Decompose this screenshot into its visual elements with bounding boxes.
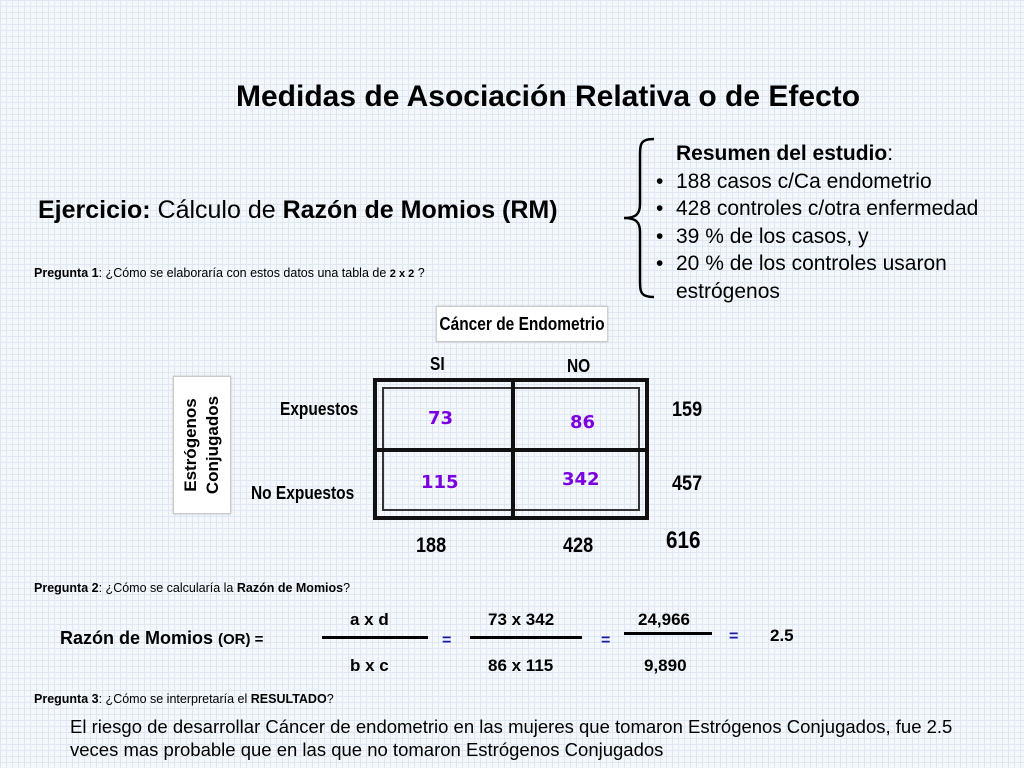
question-3: Pregunta 3: ¿Cómo se interpretaría el RESULTADO? [34, 692, 334, 706]
column-total-si: 188 [416, 534, 447, 557]
summary-item: • 20 % de los controles usaron estrógenos [652, 250, 976, 305]
question-2: Pregunta 2: ¿Cómo se calcularía la Razón de Momios? [34, 581, 351, 595]
equals-sign: = [601, 632, 611, 649]
cell-a: 73 [428, 408, 454, 429]
fraction-bar [470, 636, 582, 639]
summary-item: • 428 controles c/otra enfermedad [652, 195, 978, 223]
outcome-label: Cáncer de Endometrio [439, 313, 605, 334]
exposure-label-box [173, 376, 231, 514]
column-total-no: 428 [563, 534, 594, 557]
formula-numerator-product: 24,966 [638, 610, 690, 629]
grand-total: 616 [666, 527, 701, 554]
row-total-exposed: 159 [672, 398, 703, 421]
formula-denominator-values: 86 x 115 [488, 656, 554, 675]
conclusion-text: El riesgo de desarrollar Cáncer de endometrio en las mujeres que tomaron Estrógenos Conjugados, fue 2.5 veces mas probable que en las que no tomaron Estrógenos Conjugados [70, 716, 953, 760]
equals-sign: = [442, 632, 452, 649]
two-by-two-table [373, 378, 649, 520]
exercise-prefix: Ejercicio: [38, 196, 151, 224]
cell-d: 342 [562, 469, 600, 490]
fraction-bar [624, 632, 712, 635]
cell-b: 86 [570, 412, 596, 433]
row-label-exposed: Expuestos [280, 399, 359, 419]
fraction-bar [322, 636, 428, 639]
summary-heading: Resumen del estudio: [676, 142, 894, 165]
cell-c: 115 [421, 472, 459, 493]
exercise-text-b: Razón de Momios (RM) [282, 196, 558, 224]
row-total-not-exposed: 457 [672, 472, 703, 495]
exposure-label: Estrógenos Conjugados [181, 395, 222, 495]
outcome-label-box [436, 306, 608, 342]
equals-sign: = [729, 628, 739, 645]
formula-denominator-symbolic: b x c [350, 656, 389, 675]
row-label-not-exposed: No Expuestos [251, 483, 355, 503]
odds-ratio-label: Razón de Momios (OR) = [60, 628, 264, 648]
odds-ratio-result: 2.5 [770, 626, 794, 645]
exercise-heading [38, 196, 558, 225]
column-header-no: NO [567, 356, 591, 376]
formula-denominator-product: 9,890 [644, 656, 687, 675]
formula-numerator-symbolic: a x d [350, 610, 389, 629]
question-1: Pregunta 1: ¿Cómo se elaboraría con estos datos una tabla de 2 x 2 ? [34, 266, 425, 280]
summary-item: • 188 casos c/Ca endometrio [652, 168, 978, 196]
study-summary [652, 140, 978, 305]
formula-numerator-values: 73 x 342 [488, 610, 555, 629]
column-header-si: SI [430, 354, 445, 374]
summary-item: • 39 % de los casos, y [652, 223, 978, 251]
exercise-text-a: Cálculo de [150, 196, 283, 224]
page-title: Medidas de Asociación Relativa o de Efecto [236, 80, 861, 113]
